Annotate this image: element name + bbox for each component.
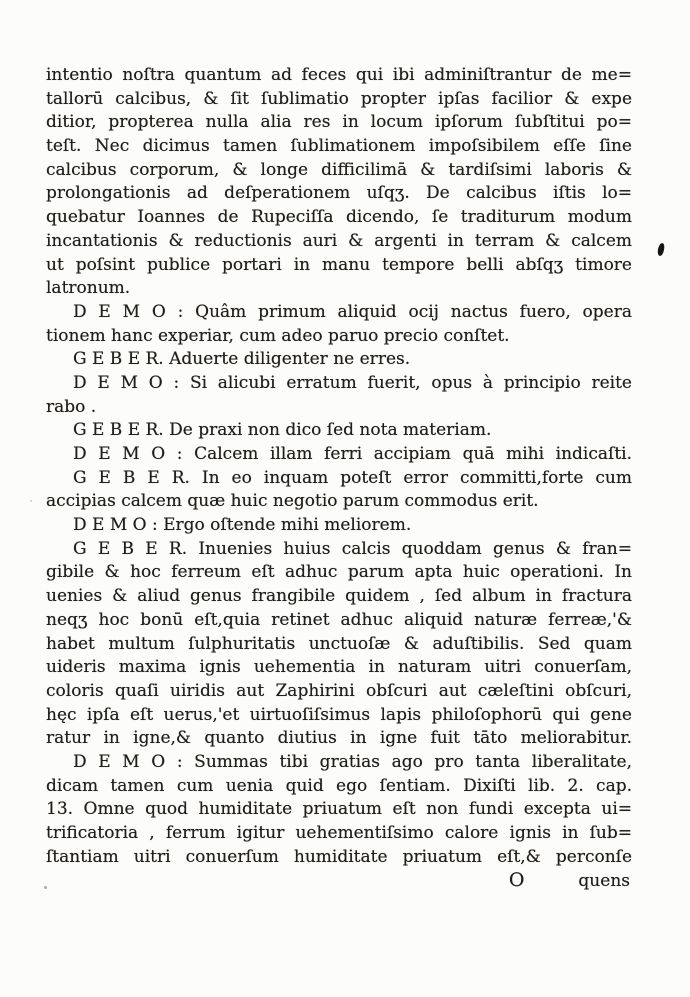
text-line: G E B E R. Aduerte diligenter ne erres.	[73, 349, 411, 370]
text-line: intentio noſtra quantum ad feces qui ibi adminiſtrantur de me=	[46, 65, 632, 85]
text-line: prolongationis ad deſperationem uſqʒ. De calcibus iſtis lo=	[46, 183, 632, 204]
text-line: D E M O : Calcem illam ferri accipiam quā mihi indicaſti.	[73, 444, 632, 464]
text-line: D E M O : Quâm primum aliquid ocij nactus fuero, opera	[73, 301, 632, 322]
text-line: ditior, propterea nulla alia res in locum ipſorum ſubſtitui po=	[46, 112, 632, 133]
text-line: tallorū calcibus, & ſit ſublimatio propter ipſas facilior & expe	[46, 88, 632, 109]
paper-speck	[30, 500, 32, 502]
text-line: coloris quaſi uiridis aut Zaphirini obſcuri aut cæleſtini obſcuri,	[46, 680, 632, 701]
text-line: D E M O : Summas tibi gratias ago pro tanta liberalitate,	[73, 751, 632, 772]
text-line: teſt. Nec dicimus tamen ſublimationem impoſsibilem eſſe ſine	[46, 136, 632, 157]
signature-mark: O	[508, 869, 525, 891]
text-line: G E B E R. Inuenies huius calcis quoddam genus & fran=	[73, 538, 632, 559]
text-line: incantationis & reductionis auri & argenti in terram & calcem	[46, 230, 632, 251]
text-line: rabo .	[46, 396, 97, 417]
text-block	[46, 64, 632, 869]
text-line: quebatur Ioannes de Rupeciſſa dicendo, ſe traditurum modum	[46, 207, 632, 228]
text-line: trificatoria , ferrum igitur uehementiſsimo calore ignis in ſub=	[46, 823, 632, 843]
text-line: ratur in igne,& quanto diutius in igne fuit tāto meliorabitur.	[46, 728, 632, 749]
text-line: uenies & aliud genus frangibile quidem , ſed album in fractura	[46, 586, 632, 607]
text-line: uideris maxima ignis uehementia in naturam uitri conuerſam,	[46, 657, 632, 678]
catchword: quens	[578, 871, 630, 891]
text-line: hęc ipſa eſt uerus,'et uirtuoſiſsimus lapis philoſophorū qui gene	[46, 704, 632, 725]
text-line: ſtantiam uitri conuerſum humiditate priuatum eſt,& perconſe	[46, 846, 632, 867]
signature-line	[46, 869, 632, 893]
text-line: dicam tamen cum uenia quid ego ſentiam. Dixiſti lib. 2. cap.	[46, 775, 632, 796]
text-line: latronum.	[46, 278, 131, 299]
text-line: D E M O : Si alicubi erratum fuerit, opus à principio reite	[73, 372, 632, 393]
text-line: accipias calcem quæ huic negotio parum commodus erit.	[46, 491, 539, 512]
text-line: tionem hanc experiar, cum adeo paruo precio conſtet.	[46, 325, 510, 346]
text-line: D E M O : Ergo oſtende mihi meliorem.	[73, 515, 412, 536]
text-line: G E B E R. De praxi non dico ſed nota materiam.	[73, 420, 492, 441]
ink-blot-artifact	[657, 243, 665, 257]
text-line: habet multum ſulphuritatis unctuoſæ & aduſtibilis. Sed quam	[46, 633, 632, 654]
text-line: 13. Omne quod humiditate priuatum eſt non fundi excepta ui=	[46, 799, 632, 820]
text-line: gibile & hoc ferreum eſt adhuc parum apta huic operationi. In	[46, 562, 632, 583]
text-line: G E B E R. In eo inquam poteſt error committi,forte cum	[73, 467, 632, 488]
text-line: neqʒ hoc bonū eſt,quia retinet adhuc aliquid naturæ ferreæ,'&	[46, 609, 632, 630]
text-line: ut poſsint publice portari in manu tempore belli abſqʒ timore	[46, 254, 632, 275]
paper-speck	[44, 886, 47, 889]
text-line: calcibus corporum, & longe difficilimā & tardiſsimi laboris &	[46, 159, 632, 180]
